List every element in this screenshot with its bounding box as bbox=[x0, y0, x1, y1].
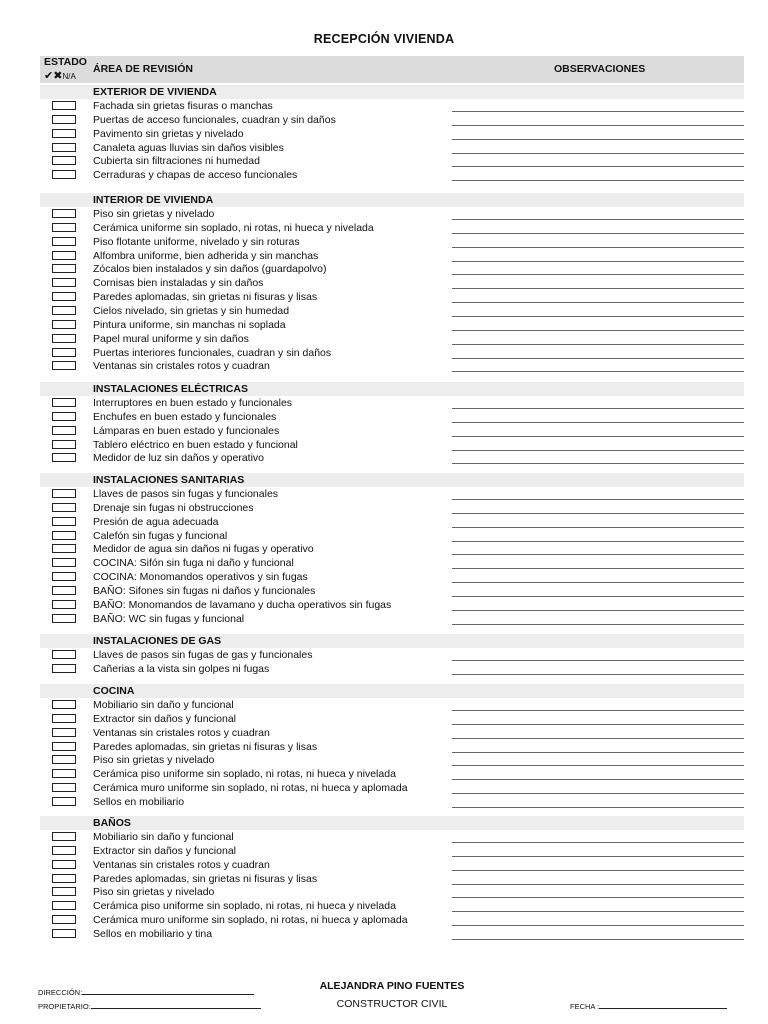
status-checkbox[interactable] bbox=[52, 306, 76, 315]
item-label: Cielos nivelado, sin grietas y sin humedad bbox=[93, 304, 290, 317]
item-label: Paredes aplomadas, sin grietas ni fisuras y lisas bbox=[93, 872, 318, 885]
item-label: COCINA: Monomandos operativos y sin fugas bbox=[93, 571, 308, 584]
item-label: Fachada sin grietas fisuras o manchas bbox=[93, 100, 273, 112]
observation-line[interactable] bbox=[452, 288, 744, 289]
observation-line[interactable] bbox=[452, 527, 744, 528]
checklist-item bbox=[0, 913, 768, 927]
observation-line[interactable] bbox=[452, 752, 744, 753]
observation-line[interactable] bbox=[452, 316, 744, 317]
observation-line[interactable] bbox=[452, 371, 744, 372]
checklist-item bbox=[0, 662, 768, 676]
status-checkbox[interactable] bbox=[52, 572, 76, 581]
status-checkbox[interactable] bbox=[52, 251, 76, 260]
status-checkbox[interactable] bbox=[52, 714, 76, 723]
status-checkbox[interactable] bbox=[52, 832, 76, 841]
observation-line[interactable] bbox=[452, 513, 744, 514]
item-label: Cerámica uniforme sin soplado, ni rotas, ni hueca y nivelada bbox=[93, 221, 374, 234]
item-label: Alfombra uniforme, bien adherida y sin manchas bbox=[93, 249, 319, 262]
item-label: Pavimento sin grietas y nivelado bbox=[93, 127, 244, 140]
observation-line[interactable] bbox=[452, 884, 744, 885]
estado-header: ESTADO bbox=[44, 56, 87, 68]
item-label: Tablero eléctrico en buen estado y funcional bbox=[93, 438, 298, 451]
checklist-item bbox=[0, 612, 768, 626]
item-label: Mobiliario sin daño y funcional bbox=[93, 831, 234, 843]
observation-line[interactable] bbox=[452, 541, 744, 542]
item-label: Cerraduras y chapas de acceso funcionales bbox=[93, 169, 298, 182]
observation-line[interactable] bbox=[452, 660, 744, 661]
observation-line[interactable] bbox=[452, 738, 744, 739]
item-label: BAÑO: Sifones sin fugas ni daños y funcionales bbox=[93, 584, 316, 597]
checklist-item bbox=[0, 221, 768, 235]
status-checkbox[interactable] bbox=[52, 237, 76, 246]
status-checkbox[interactable] bbox=[52, 398, 76, 407]
item-label: Interruptores en buen estado y funcionales bbox=[93, 397, 293, 409]
status-checkbox[interactable] bbox=[52, 874, 76, 883]
observation-line[interactable] bbox=[452, 568, 744, 569]
item-label: Mobiliario sin daño y funcional bbox=[93, 699, 234, 711]
observation-line[interactable] bbox=[452, 463, 744, 464]
item-label: Cañerias a la vista sin golpes ni fugas bbox=[93, 662, 270, 675]
status-checkbox[interactable] bbox=[52, 209, 76, 218]
observation-line[interactable] bbox=[452, 499, 744, 500]
checklist-item bbox=[0, 332, 768, 346]
observation-line[interactable] bbox=[452, 674, 744, 675]
checklist-item bbox=[0, 304, 768, 318]
footer bbox=[0, 976, 768, 1016]
checklist-item bbox=[0, 154, 768, 168]
checklist-item bbox=[0, 698, 768, 712]
status-checkbox[interactable] bbox=[52, 426, 76, 435]
observation-line[interactable] bbox=[452, 247, 744, 248]
observation-line[interactable] bbox=[452, 274, 744, 275]
estado-symbols bbox=[44, 69, 76, 82]
checklist-item bbox=[0, 767, 768, 781]
checklist-item bbox=[0, 451, 768, 465]
checklist-item bbox=[0, 830, 768, 844]
observation-line[interactable] bbox=[452, 111, 744, 112]
checklist-item bbox=[0, 359, 768, 373]
observation-line[interactable] bbox=[452, 793, 744, 794]
status-checkbox[interactable] bbox=[52, 614, 76, 623]
item-label: Cerámica piso uniforme sin soplado, ni rotas, ni hueca y nivelada bbox=[93, 768, 396, 781]
observation-line[interactable] bbox=[452, 870, 744, 871]
item-label: Enchufes en buen estado y funcionales bbox=[93, 410, 277, 423]
checklist-item bbox=[0, 99, 768, 113]
status-checkbox[interactable] bbox=[52, 440, 76, 449]
checklist-item bbox=[0, 726, 768, 740]
status-checkbox[interactable] bbox=[52, 664, 76, 673]
status-checkbox[interactable] bbox=[52, 929, 76, 938]
checklist-item bbox=[0, 207, 768, 221]
item-label: Cornisas bien instaladas y sin daños bbox=[93, 277, 264, 290]
status-checkbox[interactable] bbox=[52, 503, 76, 512]
checklist-item bbox=[0, 529, 768, 543]
section-title: INTERIOR DE VIVIENDA bbox=[93, 194, 214, 206]
checklist-item bbox=[0, 487, 768, 501]
status-checkbox[interactable] bbox=[52, 650, 76, 659]
item-label: Cubierta sin filtraciones ni humedad bbox=[93, 155, 260, 168]
checklist-item bbox=[0, 740, 768, 754]
status-checkbox[interactable] bbox=[52, 361, 76, 370]
section-title: INSTALACIONES SANITARIAS bbox=[93, 474, 245, 486]
item-label: Sellos en mobiliario bbox=[93, 795, 185, 808]
observation-line[interactable] bbox=[452, 710, 744, 711]
checklist-item bbox=[0, 438, 768, 452]
status-checkbox[interactable] bbox=[52, 915, 76, 924]
item-label: Puertas interiores funcionales, cuadran y sin daños bbox=[93, 346, 332, 359]
checklist-item bbox=[0, 410, 768, 424]
check-icon: ✔ bbox=[44, 70, 54, 82]
item-label: Paredes aplomadas, sin grietas ni fisuras y lisas bbox=[93, 291, 318, 304]
observation-line[interactable] bbox=[452, 939, 744, 940]
status-checkbox[interactable] bbox=[52, 586, 76, 595]
observation-line[interactable] bbox=[452, 911, 744, 912]
item-label: Drenaje sin fugas ni obstrucciones bbox=[93, 501, 254, 514]
checklist-item bbox=[0, 346, 768, 360]
item-label: Piso sin grietas y nivelado bbox=[93, 754, 215, 767]
observation-line[interactable] bbox=[452, 596, 744, 597]
item-label: Ventanas sin cristales rotos y cuadran bbox=[93, 726, 270, 739]
observation-line[interactable] bbox=[452, 450, 744, 451]
section-title: INSTALACIONES DE GAS bbox=[93, 635, 222, 647]
checklist-item bbox=[0, 712, 768, 726]
checklist-item bbox=[0, 262, 768, 276]
observation-line[interactable] bbox=[452, 765, 744, 766]
status-checkbox[interactable] bbox=[52, 887, 76, 896]
section-header-bar bbox=[40, 816, 744, 830]
status-checkbox[interactable] bbox=[52, 544, 76, 553]
status-checkbox[interactable] bbox=[52, 600, 76, 609]
propietario-label: PROPIETARIO: bbox=[38, 1002, 91, 1011]
checklist-item bbox=[0, 570, 768, 584]
status-checkbox[interactable] bbox=[52, 170, 76, 179]
status-checkbox[interactable] bbox=[52, 742, 76, 751]
observaciones-header: OBSERVACIONES bbox=[554, 63, 646, 75]
checklist-item bbox=[0, 141, 768, 155]
status-checkbox[interactable] bbox=[52, 292, 76, 301]
status-checkbox[interactable] bbox=[52, 264, 76, 273]
section-title: BAÑOS bbox=[93, 817, 131, 829]
signer-role: CONSTRUCTOR CIVIL bbox=[336, 998, 448, 1010]
checklist-item bbox=[0, 396, 768, 410]
status-checkbox[interactable] bbox=[52, 700, 76, 709]
section-title: EXTERIOR DE VIVIENDA bbox=[93, 86, 217, 98]
item-label: Papel mural uniforme y sin daños bbox=[93, 332, 249, 345]
status-checkbox[interactable] bbox=[52, 320, 76, 329]
checklist-item bbox=[0, 424, 768, 438]
observation-line[interactable] bbox=[452, 358, 744, 359]
signer-name: ALEJANDRA PINO FUENTES bbox=[319, 980, 465, 992]
item-label: Extractor sin daños y funcional bbox=[93, 712, 236, 725]
section-header-bar bbox=[40, 684, 744, 698]
item-label: Puertas de acceso funcionales, cuadran y sin daños bbox=[93, 113, 336, 126]
status-checkbox[interactable] bbox=[52, 901, 76, 910]
status-checkbox[interactable] bbox=[52, 412, 76, 421]
checklist-item bbox=[0, 781, 768, 795]
checklist-item bbox=[0, 318, 768, 332]
checklist-item bbox=[0, 501, 768, 515]
checklist-item bbox=[0, 872, 768, 886]
item-label: Lámparas en buen estado y funcionales bbox=[93, 424, 280, 437]
direccion-label: DIRECCIÓN: bbox=[38, 988, 83, 997]
observation-line[interactable] bbox=[452, 807, 744, 808]
observation-line[interactable] bbox=[452, 233, 744, 234]
checklist-item bbox=[0, 858, 768, 872]
status-checkbox[interactable] bbox=[52, 797, 76, 806]
observation-line[interactable] bbox=[452, 261, 744, 262]
checklist-item bbox=[0, 127, 768, 141]
checklist-item bbox=[0, 113, 768, 127]
observation-line[interactable] bbox=[452, 125, 744, 126]
status-checkbox[interactable] bbox=[52, 278, 76, 287]
checklist-item bbox=[0, 885, 768, 899]
status-checkbox[interactable] bbox=[52, 755, 76, 764]
observation-line[interactable] bbox=[452, 554, 744, 555]
status-checkbox[interactable] bbox=[52, 558, 76, 567]
checklist-item bbox=[0, 542, 768, 556]
checklist-item bbox=[0, 290, 768, 304]
observation-line[interactable] bbox=[452, 344, 744, 345]
item-label: Paredes aplomadas, sin grietas ni fisuras y lisas bbox=[93, 740, 318, 753]
checklist-item bbox=[0, 927, 768, 941]
status-checkbox[interactable] bbox=[52, 489, 76, 498]
status-checkbox[interactable] bbox=[52, 223, 76, 232]
checklist-item bbox=[0, 235, 768, 249]
status-checkbox[interactable] bbox=[52, 348, 76, 357]
checklist-item bbox=[0, 168, 768, 182]
status-checkbox[interactable] bbox=[52, 101, 76, 110]
checklist-item bbox=[0, 844, 768, 858]
item-label: Canaleta aguas lluvias sin daños visibles bbox=[93, 141, 284, 154]
observation-line[interactable] bbox=[452, 422, 744, 423]
checklist-item bbox=[0, 598, 768, 612]
item-label: Llaves de pasos sin fugas y funcionales bbox=[93, 488, 279, 500]
checklist-item bbox=[0, 584, 768, 598]
observation-line[interactable] bbox=[452, 219, 744, 220]
observation-line[interactable] bbox=[452, 302, 744, 303]
checklist-item bbox=[0, 556, 768, 570]
observation-line[interactable] bbox=[452, 582, 744, 583]
status-checkbox[interactable] bbox=[52, 143, 76, 152]
item-label: Ventanas sin cristales rotos y cuadran bbox=[93, 858, 270, 871]
item-label: Cerámica piso uniforme sin soplado, ni rotas, ni hueca y nivelada bbox=[93, 900, 396, 913]
observation-line[interactable] bbox=[452, 724, 744, 725]
item-label: Presión de agua adecuada bbox=[93, 515, 219, 528]
status-checkbox[interactable] bbox=[52, 846, 76, 855]
observation-line[interactable] bbox=[452, 842, 744, 843]
status-checkbox[interactable] bbox=[52, 783, 76, 792]
section-title: INSTALACIONES ELÉCTRICAS bbox=[93, 383, 248, 395]
na-label: N/A bbox=[62, 72, 76, 81]
observation-line[interactable] bbox=[452, 897, 744, 898]
checklist-item bbox=[0, 276, 768, 290]
section-title: COCINA bbox=[93, 685, 135, 697]
observation-line[interactable] bbox=[452, 139, 744, 140]
item-label: Ventanas sin cristales rotos y cuadran bbox=[93, 360, 270, 373]
table-header bbox=[40, 56, 744, 83]
item-label: Pintura uniforme, sin manchas ni soplada bbox=[93, 318, 286, 331]
x-icon: ✖ bbox=[53, 70, 63, 82]
item-label: Piso flotante uniforme, nivelado y sin roturas bbox=[93, 235, 300, 248]
checklist-item bbox=[0, 648, 768, 662]
observation-line[interactable] bbox=[452, 779, 744, 780]
status-checkbox[interactable] bbox=[52, 769, 76, 778]
item-label: Sellos en mobiliario y tina bbox=[93, 927, 213, 940]
checklist-item bbox=[0, 249, 768, 263]
checklist-item bbox=[0, 899, 768, 913]
status-checkbox[interactable] bbox=[52, 531, 76, 540]
observation-line[interactable] bbox=[452, 610, 744, 611]
item-label: Cerámica muro uniforme sin soplado, ni rotas, ni hueca y aplomada bbox=[93, 914, 408, 927]
item-label: Calefón sin fugas y funcional bbox=[93, 529, 228, 542]
checklist-item bbox=[0, 795, 768, 809]
fecha-label: FECHA : bbox=[570, 1002, 600, 1011]
item-label: Llaves de pasos sin fugas de gas y funcionales bbox=[93, 649, 313, 661]
status-checkbox[interactable] bbox=[52, 728, 76, 737]
status-checkbox[interactable] bbox=[52, 860, 76, 869]
fecha-line[interactable] bbox=[599, 1000, 727, 1009]
observation-line[interactable] bbox=[452, 153, 744, 154]
item-label: Extractor sin daños y funcional bbox=[93, 844, 236, 857]
observation-line[interactable] bbox=[452, 166, 744, 167]
fecha-field bbox=[570, 1000, 727, 1011]
item-label: BAÑO: WC sin fugas y funcional bbox=[93, 612, 245, 625]
observation-line[interactable] bbox=[452, 180, 744, 181]
status-checkbox[interactable] bbox=[52, 453, 76, 462]
item-label: BAÑO: Monomandos de lavamano y ducha operativos sin fugas bbox=[93, 598, 392, 611]
observation-line[interactable] bbox=[452, 925, 744, 926]
observation-line[interactable] bbox=[452, 856, 744, 857]
status-checkbox[interactable] bbox=[52, 334, 76, 343]
item-label: Medidor de luz sin daños y operativo bbox=[93, 452, 265, 465]
checklist-item bbox=[0, 753, 768, 767]
status-checkbox[interactable] bbox=[52, 156, 76, 165]
status-checkbox[interactable] bbox=[52, 517, 76, 526]
observation-line[interactable] bbox=[452, 624, 744, 625]
item-label: Cerámica muro uniforme sin soplado, ni rotas, ni hueca y aplomada bbox=[93, 782, 408, 795]
page-title: RECEPCIÓN VIVIENDA bbox=[313, 32, 455, 46]
checklist-item bbox=[0, 515, 768, 529]
observation-line[interactable] bbox=[452, 408, 744, 409]
item-label: COCINA: Sifón sin fuga ni daño y funcional bbox=[93, 557, 294, 570]
item-label: Piso sin grietas y nivelado bbox=[93, 208, 215, 220]
observation-line[interactable] bbox=[452, 436, 744, 437]
area-header: ÁREA DE REVISIÓN bbox=[93, 63, 193, 75]
item-label: Zócalos bien instalados y sin daños (guardapolvo) bbox=[93, 263, 327, 276]
status-checkbox[interactable] bbox=[52, 129, 76, 138]
status-checkbox[interactable] bbox=[52, 115, 76, 124]
observation-line[interactable] bbox=[452, 330, 744, 331]
item-label: Medidor de agua sin daños ni fugas y operativo bbox=[93, 543, 314, 556]
item-label: Piso sin grietas y nivelado bbox=[93, 886, 215, 899]
